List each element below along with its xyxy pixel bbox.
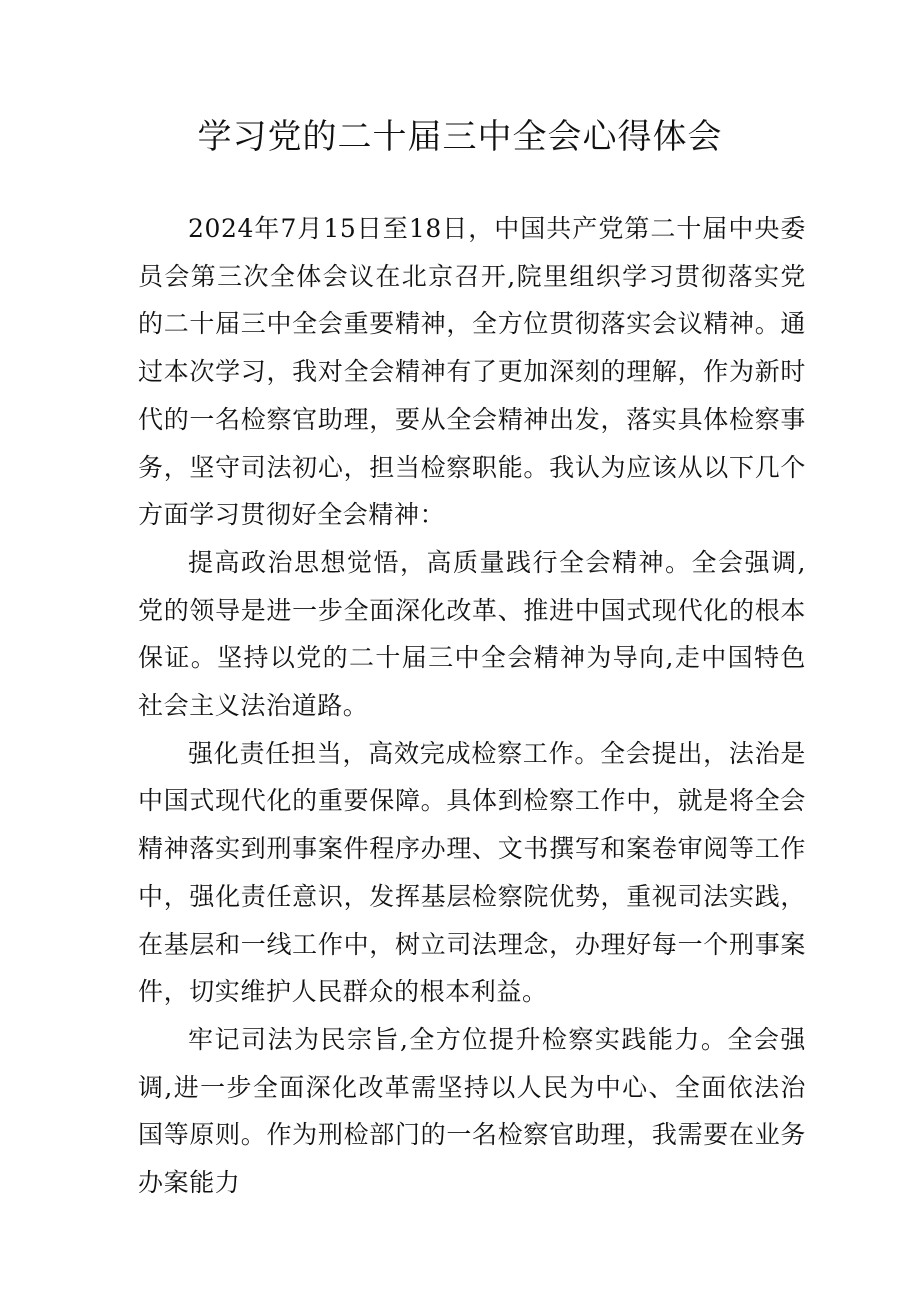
document-title: 学习党的二十届三中全会心得体会 — [197, 117, 723, 157]
paragraph-intro: 2024年7月15日至18日，中国共产党第二十届中央委员会第三次全体会议在北京召开,院里组织学习贯彻落实党的二十届三中全会重要精神，全方位贯彻落实会议精神。通过本次学习，我对全会精神有了更加深刻的理解，作为新时代的一名检察官助理，要从全会精神出发，落实具体检察事务，坚守司法初心，担当检察职能。我认为应该从以下几个方面学习贯彻好全会精神： — [138, 214, 806, 530]
paragraph-people-centered: 牢记司法为民宗旨,全方位提升检察实践能力。全会强调,进一步全面深化改革需坚持以人民为中心、全面依法治国等原则。作为刑检部门的一名检察官助理，我需要在业务办案能力 — [138, 1024, 806, 1198]
document-body — [138, 205, 806, 1207]
paragraph-responsibility: 强化责任担当，高效完成检察工作。全会提出，法治是中国式现代化的重要保障。具体到检察工作中，就是将全会精神落实到刑事案件程序办理、文书撰写和案卷审阅等工作中，强化责任意识，发挥基层检察院优势，重视司法实践，在基层和一线工作中，树立司法理念，办理好每一个刑事案件，切实维护人民群众的根本利益。 — [138, 738, 806, 1007]
paragraph-political-awareness: 提高政治思想觉悟，高质量践行全会精神。全会强调,党的领导是进一步全面深化改革、推进中国式现代化的根本保证。坚持以党的二十届三中全会精神为导向,走中国特色社会主义法治道路。 — [138, 547, 806, 721]
